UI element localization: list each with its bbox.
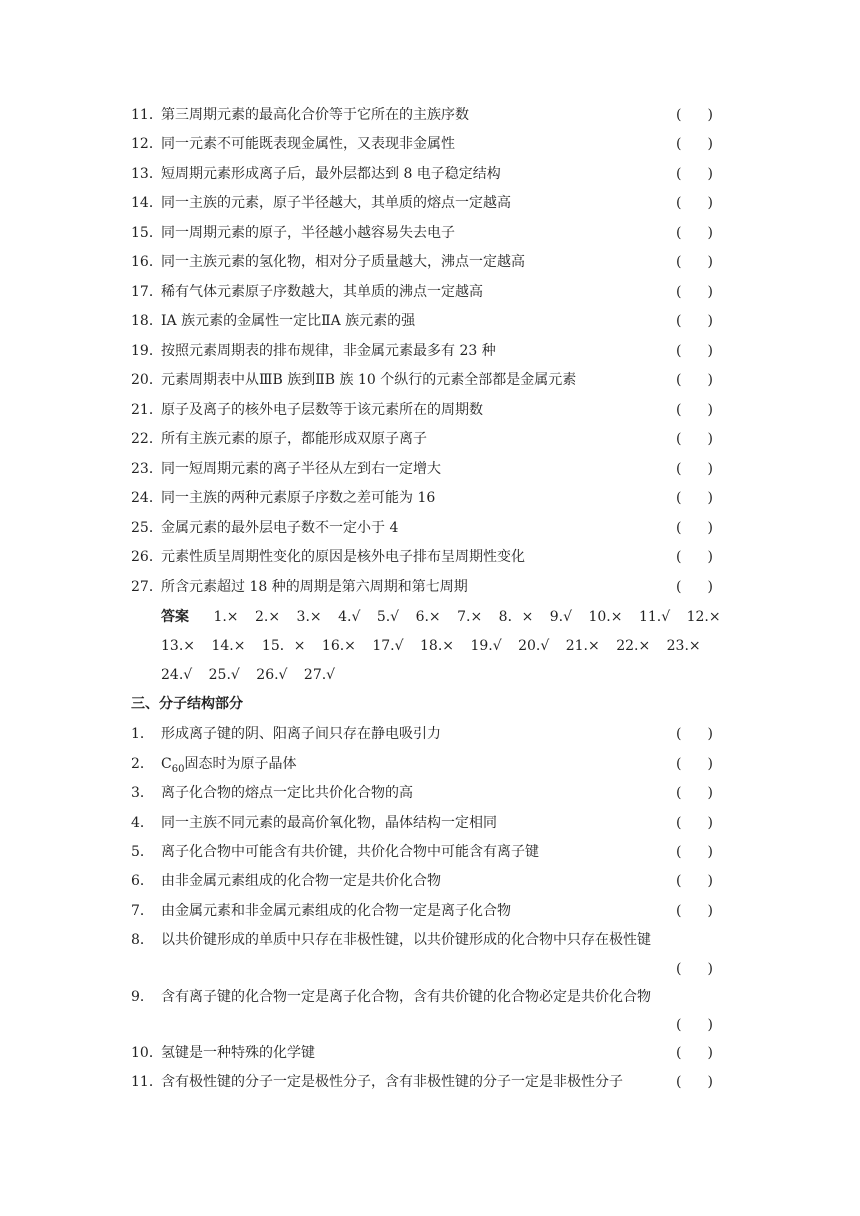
answer-blank[interactable]: ( ) bbox=[676, 195, 713, 211]
answer-item: 23.× bbox=[666, 638, 701, 654]
item-number: 1． bbox=[131, 726, 154, 742]
item-text: 原子及离子的核外电子层数等于该元素所在的周期数 bbox=[161, 402, 483, 418]
answer-blank[interactable]: ( ) bbox=[676, 756, 713, 772]
item-number: 27． bbox=[131, 579, 163, 595]
list-item bbox=[0, 750, 860, 778]
answer-item: 15．× bbox=[261, 638, 306, 654]
list-item bbox=[0, 543, 860, 571]
answer-blank[interactable]: ( ) bbox=[676, 461, 713, 477]
answer-item: 7.× bbox=[457, 609, 483, 625]
item-text: 含有离子键的化合物一定是离子化合物，含有共价键的化合物必定是共价化合物 bbox=[161, 989, 651, 1005]
answer-blank[interactable]: ( ) bbox=[676, 549, 713, 565]
item-number: 9． bbox=[131, 989, 154, 1005]
item-number: 4． bbox=[131, 815, 154, 831]
list-item bbox=[0, 101, 860, 129]
item-text: 离子化合物中可能含有共价键，共价化合物中可能含有离子键 bbox=[161, 844, 539, 860]
item-text: 所有主族元素的原子，都能形成双原子离子 bbox=[161, 431, 427, 447]
answer-item: 9.√ bbox=[549, 609, 573, 625]
list-item bbox=[0, 573, 860, 601]
item-text: 按照元素周期表的排布规律，非金属元素最多有 23 种 bbox=[161, 343, 496, 359]
answer-blank[interactable]: ( ) bbox=[676, 579, 713, 595]
answer-row bbox=[161, 603, 733, 631]
item-number: 19． bbox=[131, 343, 163, 359]
list-item bbox=[0, 926, 860, 954]
item-text: 同一短周期元素的离子半径从左到右一定增大 bbox=[161, 461, 441, 477]
list-item bbox=[0, 130, 860, 158]
answer-item: 1.× bbox=[213, 609, 239, 625]
answer-blank[interactable]: ( ) bbox=[676, 1017, 713, 1033]
answer-blank[interactable]: ( ) bbox=[676, 726, 713, 742]
answer-blank[interactable]: ( ) bbox=[676, 372, 713, 388]
list-item bbox=[0, 983, 860, 1011]
list-item bbox=[0, 897, 860, 925]
answer-item: 26.√ bbox=[256, 667, 288, 683]
item-number: 14． bbox=[131, 195, 163, 211]
answer-blank[interactable]: ( ) bbox=[676, 343, 713, 359]
item-number: 20． bbox=[131, 372, 163, 388]
item-text: 离子化合物的熔点一定比共价化合物的高 bbox=[161, 785, 413, 801]
answer-blank[interactable]: ( ) bbox=[676, 785, 713, 801]
answer-row bbox=[161, 632, 713, 660]
formula-subscript: 60 bbox=[171, 763, 185, 775]
list-item-continuation bbox=[0, 1011, 860, 1039]
item-number: 21． bbox=[131, 402, 163, 418]
answer-blank[interactable]: ( ) bbox=[676, 1074, 713, 1090]
item-number: 11． bbox=[131, 1074, 163, 1090]
item-number: 26． bbox=[131, 549, 163, 565]
item-text: 元素周期表中从ⅢB 族到ⅡB 族 10 个纵行的元素全部都是金属元素 bbox=[161, 372, 577, 388]
answer-blank[interactable]: ( ) bbox=[676, 166, 713, 182]
answer-blank[interactable]: ( ) bbox=[676, 284, 713, 300]
item-text: ⅠA 族元素的金属性一定比ⅡA 族元素的强 bbox=[161, 313, 416, 329]
list-item bbox=[0, 514, 860, 542]
list-item bbox=[0, 248, 860, 276]
answer-blank[interactable]: ( ) bbox=[676, 844, 713, 860]
item-number: 6． bbox=[131, 873, 154, 889]
item-number: 12． bbox=[131, 136, 163, 152]
item-number: 5． bbox=[131, 844, 154, 860]
list-item bbox=[0, 396, 860, 424]
list-item bbox=[0, 867, 860, 895]
answer-item: 21.× bbox=[565, 638, 600, 654]
list-item bbox=[0, 455, 860, 483]
list-item bbox=[0, 720, 860, 748]
item-text: 所含元素超过 18 种的周期是第六周期和第七周期 bbox=[161, 579, 468, 595]
list-item bbox=[0, 779, 860, 807]
answer-blank[interactable]: ( ) bbox=[676, 520, 713, 536]
item-text: 金属元素的最外层电子数不一定小于 4 bbox=[161, 520, 399, 536]
item-number: 15． bbox=[131, 225, 163, 241]
list-item bbox=[0, 307, 860, 335]
section-heading: 三、分子结构部分 bbox=[131, 696, 243, 712]
item-number: 23． bbox=[131, 461, 163, 477]
item-number: 3． bbox=[131, 785, 154, 801]
answer-item: 6.× bbox=[415, 609, 441, 625]
answer-item: 5.√ bbox=[376, 609, 400, 625]
list-item bbox=[0, 425, 860, 453]
answer-blank[interactable]: ( ) bbox=[676, 1045, 713, 1061]
answer-item: 2.× bbox=[255, 609, 281, 625]
answer-item: 4.√ bbox=[338, 609, 361, 625]
answer-blank[interactable]: ( ) bbox=[676, 313, 713, 329]
list-item bbox=[0, 278, 860, 306]
answer-item: 3.× bbox=[296, 609, 322, 625]
item-text bbox=[161, 750, 296, 778]
answer-blank[interactable]: ( ) bbox=[676, 431, 713, 447]
item-number: 18． bbox=[131, 313, 163, 329]
item-text: 短周期元素形成离子后，最外层都达到 8 电子稳定结构 bbox=[161, 166, 501, 182]
answer-blank[interactable]: ( ) bbox=[676, 903, 713, 919]
list-item bbox=[0, 809, 860, 837]
answer-item: 10.× bbox=[588, 609, 623, 625]
answer-blank[interactable]: ( ) bbox=[676, 254, 713, 270]
answer-item: 12.× bbox=[686, 609, 721, 625]
answer-row bbox=[161, 661, 347, 689]
item-number: 17． bbox=[131, 284, 163, 300]
item-text: 形成离子键的阴、阳离子间只存在静电吸引力 bbox=[161, 726, 441, 742]
list-item bbox=[0, 484, 860, 512]
formula-c: C bbox=[161, 756, 172, 772]
list-item bbox=[0, 189, 860, 217]
answer-item: 17.√ bbox=[372, 638, 404, 654]
item-number: 11． bbox=[131, 107, 163, 123]
answer-blank[interactable]: ( ) bbox=[676, 961, 713, 977]
answer-item: 14.× bbox=[211, 638, 246, 654]
answer-item: 24.√ bbox=[161, 667, 193, 683]
list-item bbox=[0, 219, 860, 247]
list-item bbox=[0, 838, 860, 866]
item-text: 同一主族不同元素的最高价氧化物，晶体结构一定相同 bbox=[161, 815, 497, 831]
list-item bbox=[0, 1068, 860, 1096]
list-item bbox=[0, 337, 860, 365]
item-text: 由金属元素和非金属元素组成的化合物一定是离子化合物 bbox=[161, 903, 511, 919]
item-text: 同一主族的两种元素原子序数之差可能为 16 bbox=[161, 490, 436, 506]
item-number: 22． bbox=[131, 431, 163, 447]
answer-blank[interactable]: ( ) bbox=[676, 225, 713, 241]
list-item bbox=[0, 160, 860, 188]
item-text: 稀有气体元素原子序数越大，其单质的沸点一定越高 bbox=[161, 284, 483, 300]
item-number: 10． bbox=[131, 1045, 163, 1061]
answer-blank[interactable]: ( ) bbox=[676, 815, 713, 831]
answer-blank[interactable]: ( ) bbox=[676, 136, 713, 152]
answer-item: 16.× bbox=[321, 638, 356, 654]
item-number: 16． bbox=[131, 254, 163, 270]
item-text: 同一主族的元素，原子半径越大，其单质的熔点一定越高 bbox=[161, 195, 511, 211]
item-text-rest: 固态时为原子晶体 bbox=[184, 756, 297, 772]
answer-blank[interactable]: ( ) bbox=[676, 490, 713, 506]
answer-item: 22.× bbox=[616, 638, 651, 654]
answer-item: 25.√ bbox=[208, 667, 240, 683]
list-item bbox=[0, 366, 860, 394]
list-item bbox=[0, 1039, 860, 1067]
answer-item: 11.√ bbox=[638, 609, 671, 625]
answer-item: 19.√ bbox=[470, 638, 502, 654]
item-number: 25． bbox=[131, 520, 163, 536]
answer-item: 8．× bbox=[498, 609, 534, 625]
item-text: 由非金属元素组成的化合物一定是共价化合物 bbox=[161, 873, 441, 889]
item-number: 7． bbox=[131, 903, 154, 919]
item-text: 元素性质呈周期性变化的原因是核外电子排布呈周期性变化 bbox=[161, 549, 525, 565]
item-number: 13． bbox=[131, 166, 163, 182]
list-item-continuation bbox=[0, 955, 860, 983]
item-text: 同一周期元素的原子，半径越小越容易失去电子 bbox=[161, 225, 455, 241]
item-text: 同一元素不可能既表现金属性，又表现非金属性 bbox=[161, 136, 455, 152]
item-text: 氢键是一种特殊的化学键 bbox=[161, 1045, 315, 1061]
answer-blank[interactable]: ( ) bbox=[676, 107, 713, 123]
item-text: 含有极性键的分子一定是极性分子，含有非极性键的分子一定是非极性分子 bbox=[161, 1074, 623, 1090]
answer-item: 20.√ bbox=[518, 638, 550, 654]
item-text: 同一主族元素的氢化物，相对分子质量越大，沸点一定越高 bbox=[161, 254, 525, 270]
item-number: 24． bbox=[131, 490, 163, 506]
item-text: 以共价键形成的单质中只存在非极性键，以共价键形成的化合物中只存在极性键 bbox=[161, 932, 651, 948]
item-number: 8． bbox=[131, 932, 154, 948]
answer-blank[interactable]: ( ) bbox=[676, 402, 713, 418]
answer-label: 答案 bbox=[161, 609, 189, 625]
answer-item: 13.× bbox=[161, 638, 195, 654]
answer-item: 27.√ bbox=[303, 667, 336, 683]
item-number: 2． bbox=[131, 756, 154, 772]
answer-blank[interactable]: ( ) bbox=[676, 873, 713, 889]
item-text: 第三周期元素的最高化合价等于它所在的主族序数 bbox=[161, 107, 469, 123]
answer-item: 18.× bbox=[420, 638, 454, 654]
